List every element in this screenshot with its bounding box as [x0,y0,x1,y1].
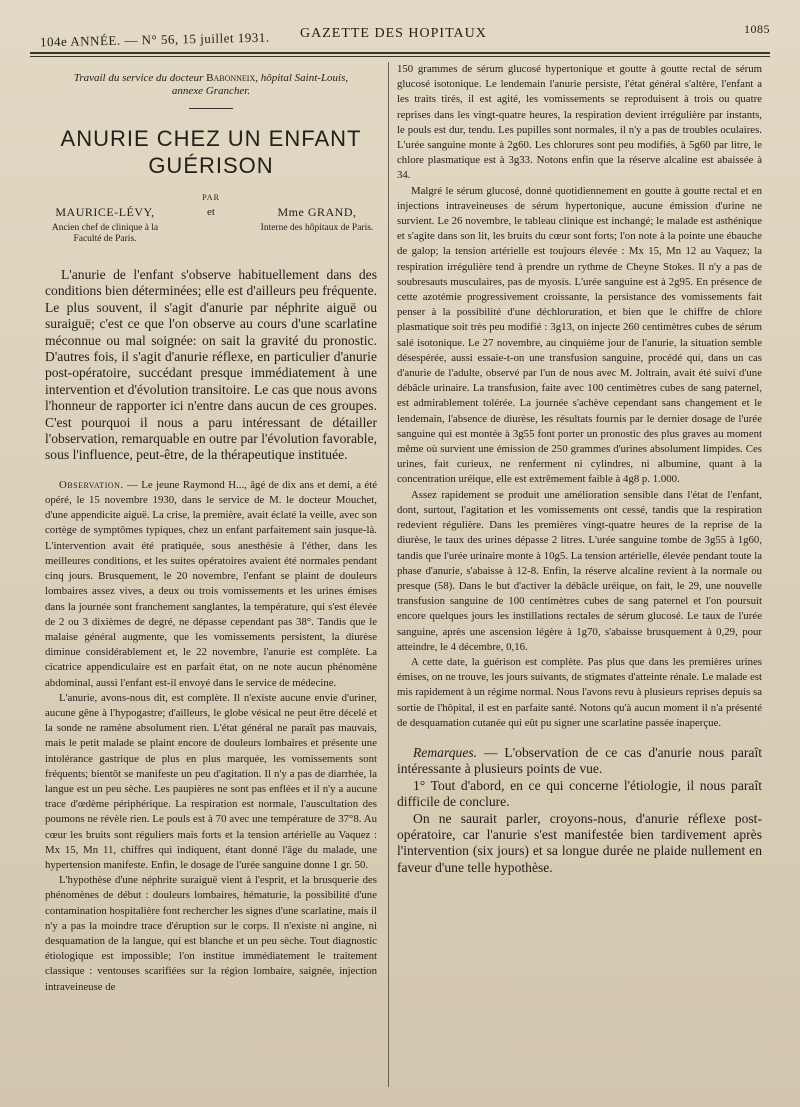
left-column [45,62,377,995]
etiology-paragraph: 1° Tout d'abord, en ce qui concerne l'étiologie, il nous paraît difficile de conclure. [397,777,762,810]
journal-title: GAZETTE DES HOPITAUX [300,26,487,41]
header-rule [30,52,770,54]
right-column [397,62,762,876]
anuria-paragraph: L'anurie, avons-nous dit, est complète. Il n'existe aucune envie d'uriner, aucune gêne à l'hypogastre; d'ailleurs, le globe vésical ne peut être décelé et la sonde ne ramène absolument rien. L'état général ne paraît pas mauvais, mais le petit malade se plaint encore de douleurs lombaires et présente une intolérance gastrique de plus en plus marquée, les vomissements sont fréquents; bientôt se manifeste un peu d'agitation. Il n'y a pas de diarrhée, la langue est un peu sèche. Les paupières ne sont pas enflées et il n'y a aucune trace d'œdème périphérique. La respiration est normale, l'auscultation des poumons ne révèle rien. Le pouls est à 70 avec une température de 37°8. Au cœur les bruits sont réguliers mais forts et la tension artérielle au Vaquez : Mx 15, Mn 11, chiffres qui indiquent, étant donné l'âge du malade, une hypertension manifeste. Enfin, le dosage de l'urée sanguine donne 1 gr. 50. [45,691,377,871]
treatment-paragraph: Malgré le sérum glucosé, donné quotidiennement en goutte à goutte rectal et en injections intraveineuses de sérum hypertonique, aucune émission d'urine ne survient. Le 26 novembre, le tableau clinique est inchangé; le malade est asthénique et s'agite dans son lit, les bruits du cœur sont forts; l'on note à la pointe une ébauche de galop; la tension artérielle est toujours élevée : Mx 15, Mn 12 au Vaquez; la respiration irrégulière tend à prendre un rythme de Cheyne Stokes. Il n'y a pas de soubresauts musculaires, pas de myosis. L'urée sanguine est à 2g95. En présence de cette azotémie progressivement croissante, la persistance des vomissements fait penser à la possibilité d'une déchloruration, et bien que le chiffre de chlore plasmatique soit très peu modifié : 3g13, on injecte 260 centimètres cubes de sérum salé isotonique. Le 27 novembre, au cinquième jour de l'anurie, la situation semble désespérée, aussi essaie-t-on une transfusion sanguine, procédé qui, dans un cas d'anurie de l'adulte, observé par l'un de nous avec M. Joltrain, avait été suivi d'une débâcle urinaire. La transfusion, faite avec 100 centimètres cubes de sang paternel, est admirablement tolérée. La journée s'achève cependant sans changement et le lendemain, l'absence de diurèse, les résultats fournis par le dernier dosage de l'urée sanguine qui est montée à 3g55 font porter un pronostic des plus graves au moment même où survient une émission de 250 grammes d'urines absolument limpides. Ces urines, fait curieux, ne renferment ni cylindres, ni albumine, quant à la concentration uréique, elle est extrêmement faible à 4g8 p. 1.000. [397,184,762,486]
recovery-paragraph: A cette date, la guérison est complète. Pas plus que dans les premières urines émises, on ne trouve, les jours suivants, de stigmates d'atteinte rénale. Le malade est mis rapidement à un régime normal. Nous l'avons revu à plusieurs reprises depuis sa sortie de l'hôpital, il est en parfaite santé. Notons qu'à aucun moment il n'a présenté de desquamation cutanée qui eût pu signer une scarlatine passée inaperçue. [397,655,762,729]
observation-paragraph: Observation. — Le jeune Raymond H..., âgé de dix ans et demi, a été opéré, le 15 novembre 1930, dans le service de M. le docteur Mouchet, d'une appendicite aiguë. La crise, la première, avait éclaté la veille, avec son cortège de symptômes typiques, chez un enfant parfaitement sain jusque-là. L'intervention avait été pratiquée, sous anesthésie à l'éther, dans les meilleures conditions, et les suites opératoires avaient été normales pendant cinq jours. Brusquement, le 20 novembre, l'enfant se plaint de douleurs lombaires assez vives, a deux ou trois vomissements et les urines émises dans la journée sont franchement sanglantes, la température, qui s'est élevée de 2 ou 3 dixièmes de degré, ne dépasse cependant pas 38°. Tandis que le malaise général augmente, que les vomissements persistent, la diurèse diminue considérablement et, le 22 novembre, l'anurie est complète. La cicatrice appendiculaire est en parfait état, on ne note aucun phénomène abdominal, aussi l'enfant est-il envoyé dans le service de médecine. [45,478,377,689]
author-2: Mme GRAND, Interne des hôpitaux de Paris. [260,205,374,233]
hypothesis-paragraph: L'hypothèse d'une néphrite suraiguë vient à l'esprit, et la brusquerie des phénomènes de début : douleurs lombaires, hématurie, la possibilité d'une contamination hospitalière font rechercher les signes d'une scarlatine, mais il n'y a pas la moindre trace d'éruption sur le corps. Il n'existe ni angine, ni desquamation de la langue, qui est blanche et un peu sèche. Tout diagnostic étiologique est impossible; l'on institue immédiatement le traitement classique : ventouses scarifiées sur la région lombaire, saignée, injection intraveineuse de [45,874,377,993]
author-conjunction: et [207,206,215,218]
observation-label: Observation. [59,478,124,491]
continued-paragraph: 150 grammes de sérum glucosé hypertonique et goutte à goutte rectal de sérum glucosé isotonique. Le lendemain l'anurie persiste, l'état général s'altère, l'enfant a les traits tirés, il est agité, les vomissements se reproduisent à trois ou quatre reprises dans les vingt-quatre heures, la respiration devient irrégulière par instants, le pouls est dur, tendu. Les pupilles sont normales, il n'y a pas de troubles oculaires. L'urée sanguine monte à 2g60. Les chlorures sont peu modifiés, à 5g60 par litre, le chlore plasmatique est à 3g33. Notons enfin que la réserve alcaline est abaissée à 34. [397,63,762,182]
improvement-paragraph: Assez rapidement se produit une amélioration sensible dans l'état de l'enfant, dont, surtout, l'agitation et les vomissements ont cessé, tandis que la respiration redevient régulière. Dans les premières vingt-quatre heures de la reprise de la diurèse, le taux des urines dépasse 2 litres. L'urée sanguine tombe de 3g55 à 1g60, tandis que l'urée urinaire monte à 10g5. La tension artérielle, élevée pendant toute la phase d'anurie, s'abaisse à 12-8. Enfin, la réserve alcaline revient à la normale ou presque (58). Dans le but d'activer la débâcle uréique, on fait, le 29, une nouvelle transfusion sanguine de 100 centimètres cubes de sang paternel et l'on poursuit encore quelques jours les instillations rectales de sérum glucosé. Le taux de l'urée sanguine, après une ascension légère à 1g70, s'abaisse brusquement à 0,29, pour atteindre, le 4 décembre, 0,16. [397,488,762,653]
issue-info: 104e ANNÉE. — N° 56, 15 juillet 1931. [39,29,270,50]
reflex-anuria-paragraph: On ne saurait parler, croyons-nous, d'anurie réflexe post-opératoire, car l'anurie s'est manifestée bien tardivement après l'intervention (six jours) et sa longue durée ne plaide nullement en faveur d'une telle hypothèse. [397,810,762,875]
article-title: ANURIE CHEZ UN ENFANT GUÉRISON [60,126,362,178]
remarks-paragraph: Remarques. — L'observation de ce cas d'anurie nous paraît intéressante à plusieurs points de vue. [397,744,762,777]
page-number: 1085 [744,22,770,36]
title-rule [189,108,233,109]
service-credit: Travail du service du docteur Babonneix, hôpital Saint-Louis, annexe Grancher. [73,72,349,97]
header-rule-thin [30,56,770,57]
remarks-label: Remarques. [413,744,478,760]
credit-doctor: Babonneix, [206,72,258,84]
by-label: PAR [202,193,220,202]
author-1: MAURICE-LÉVY, Ancien chef de clinique à la Faculté de Paris. [51,205,159,244]
authors [45,206,377,245]
column-divider [388,62,389,1087]
page-header [30,22,770,50]
lead-paragraph: L'anurie de l'enfant s'observe habituellement dans des conditions bien déterminées; elle est d'ailleurs peu fréquente. Le plus souvent, il s'agit d'anurie par néphrite aiguë ou suraiguë; c'est ce que l'on observe au cours d'une scarlatine méconnue ou mal soignée: on sait la gravité du pronostic. D'autres fois, il s'agit d'anurie réflexe, en particulier d'anurie post-opératoire, succédant presque immédiatement à une intervention et d'évolution transitoire. Le cas que nous avons l'honneur de rapporter ici n'entre dans aucun de ces groupes. C'est pourquoi il nous a paru intéressant de détailler l'observation, remarquable en outre par l'évolution favorable, sous l'influence, peut-être, de la thérapeutique instituée. [45,267,377,463]
